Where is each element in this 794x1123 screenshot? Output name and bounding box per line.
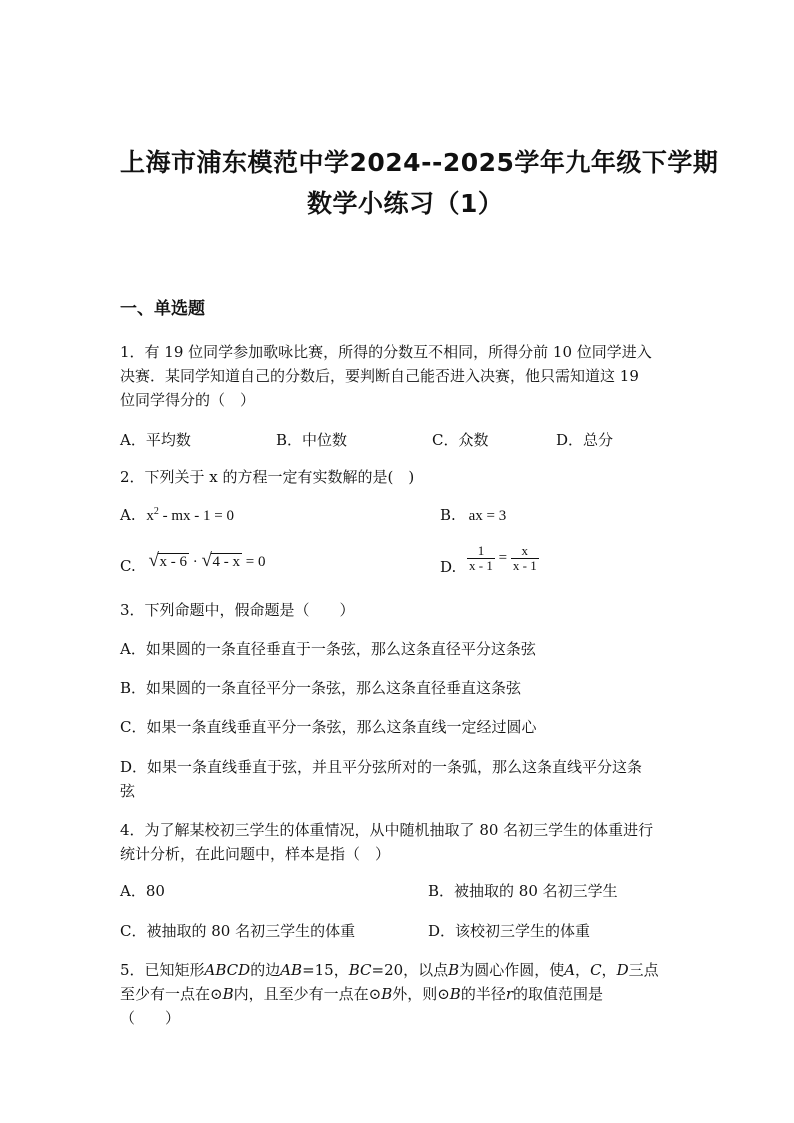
q5-text: 的半径 xyxy=(460,985,506,1003)
q5-var: B xyxy=(448,961,460,979)
q5-var: ABCD xyxy=(204,961,251,979)
q5-text: 为圆心作圆，使 xyxy=(459,961,565,979)
question-1-option-b: B．中位数 xyxy=(276,431,348,449)
question-1-option-a: A．平均数 xyxy=(120,431,191,449)
option-c-equals: = 0 xyxy=(245,554,266,570)
question-1-line3: 位同学得分的（ ） xyxy=(120,391,256,409)
option-a-equation xyxy=(146,508,234,524)
option-a-exponent: 2 xyxy=(153,506,159,517)
q5-text: 的取值范围是 xyxy=(513,985,604,1003)
q5-text: 的边 xyxy=(250,961,281,979)
question-3-stem: 3．下列命题中，假命题是（ ） xyxy=(120,601,355,619)
question-4-line1: 4．为了解某校初三学生的体重情况，从中随机抽取了 80 名初三学生的体重进行 xyxy=(120,821,654,839)
question-4-option-b: B．被抽取的 80 名初三学生 xyxy=(428,882,618,900)
option-d-equation xyxy=(467,543,539,573)
option-a-label: A. xyxy=(120,506,136,524)
question-1-line2: 决赛．某同学知道自己的分数后，要判断自己能否进入决赛，他只需知道这 19 xyxy=(120,367,639,385)
option-a-x: x xyxy=(146,508,154,524)
page-title-line2: 数学小练习（1） xyxy=(307,189,504,218)
q5-var: r xyxy=(505,985,514,1003)
fraction-2-denominator: x - 1 xyxy=(512,558,537,573)
option-d-fraction-1 xyxy=(467,544,495,573)
question-5-line1 xyxy=(120,958,659,982)
question-2-option-c xyxy=(120,552,265,575)
q5-text: 内，且至少有一点在⊙ xyxy=(233,985,382,1003)
option-b-label: B. xyxy=(440,506,456,524)
q5-text: ， xyxy=(575,961,591,979)
question-3-option-d-line1: D．如果一条直线垂直于弦，并且平分弦所对的一条弧，那么这条直线平分这条 xyxy=(120,758,643,776)
q5-var: A xyxy=(564,961,576,979)
option-c-radicand-1: x - 6 xyxy=(159,554,187,570)
q5-text: ， xyxy=(601,961,617,979)
option-c-equation xyxy=(148,550,266,571)
question-2-option-b xyxy=(440,506,506,525)
option-c-dot: · xyxy=(192,554,198,570)
q5-var: AB xyxy=(280,961,303,979)
question-3-option-b: B．如果圆的一条直径平分一条弦，那么这条直径垂直这条弦 xyxy=(120,679,522,697)
option-c-label: C. xyxy=(120,557,136,575)
q5-text: 5．已知矩形 xyxy=(120,961,205,979)
question-3-option-c: C．如果一条直线垂直平分一条弦，那么这条直线一定经过圆心 xyxy=(120,718,537,736)
question-1-option-d: D．总分 xyxy=(556,431,614,449)
question-3-option-a: A．如果圆的一条直径垂直于一条弦，那么这条直径平分这条弦 xyxy=(120,640,536,658)
q5-var: B xyxy=(381,985,393,1003)
q5-var: B xyxy=(222,985,234,1003)
question-4-line2: 统计分析，在此问题中，样本是指（ ） xyxy=(120,845,391,863)
question-4-option-d: D．该校初三学生的体重 xyxy=(428,922,591,940)
fraction-1-numerator: 1 xyxy=(477,543,485,558)
sqrt-icon: √ 4 - x xyxy=(201,550,240,571)
page-title-line1: 上海市浦东模范中学2024--2025学年九年级下学期 xyxy=(120,148,719,177)
option-a-rest: - mx - 1 = 0 xyxy=(158,508,235,524)
q5-text: 外，则⊙ xyxy=(392,985,450,1003)
option-c-radicand-2: 4 - x xyxy=(212,554,240,570)
option-d-equals: = xyxy=(498,549,508,566)
question-2-stem: 2．下列关于 x 的方程一定有实数解的是( ) xyxy=(120,468,415,486)
q5-text: 至少有一点在⊙ xyxy=(120,985,223,1003)
q5-var: B xyxy=(449,985,461,1003)
q5-text: =15， xyxy=(302,961,349,979)
question-2-option-a xyxy=(120,506,234,525)
question-3-option-d-line2: 弦 xyxy=(120,782,136,800)
q5-text: 三点 xyxy=(628,961,659,979)
question-4-option-a: A．80 xyxy=(120,882,165,900)
option-d-fraction-2 xyxy=(511,544,539,573)
question-2-option-d xyxy=(440,544,539,576)
q5-text: =20，以点 xyxy=(371,961,449,979)
fraction-2-numerator: x xyxy=(521,543,529,558)
q5-var: D xyxy=(616,961,629,979)
question-5-line3: （ ） xyxy=(120,1009,181,1027)
question-5-line2 xyxy=(120,982,603,1006)
sqrt-icon: √ x - 6 xyxy=(148,550,187,571)
q5-var: BC xyxy=(348,961,372,979)
section-heading: 一、单选题 xyxy=(120,299,205,319)
fraction-1-denominator: x - 1 xyxy=(469,558,493,573)
q5-var: C xyxy=(590,961,602,979)
question-1-line1: 1．有 19 位同学参加歌咏比赛，所得的分数互不相同，所得分前 10 位同学进入 xyxy=(120,343,652,361)
question-4-option-c: C．被抽取的 80 名初三学生的体重 xyxy=(120,922,356,940)
question-1-option-c: C．众数 xyxy=(432,431,489,449)
option-d-label: D. xyxy=(440,557,457,576)
option-b-equation: ax = 3 xyxy=(468,508,507,524)
